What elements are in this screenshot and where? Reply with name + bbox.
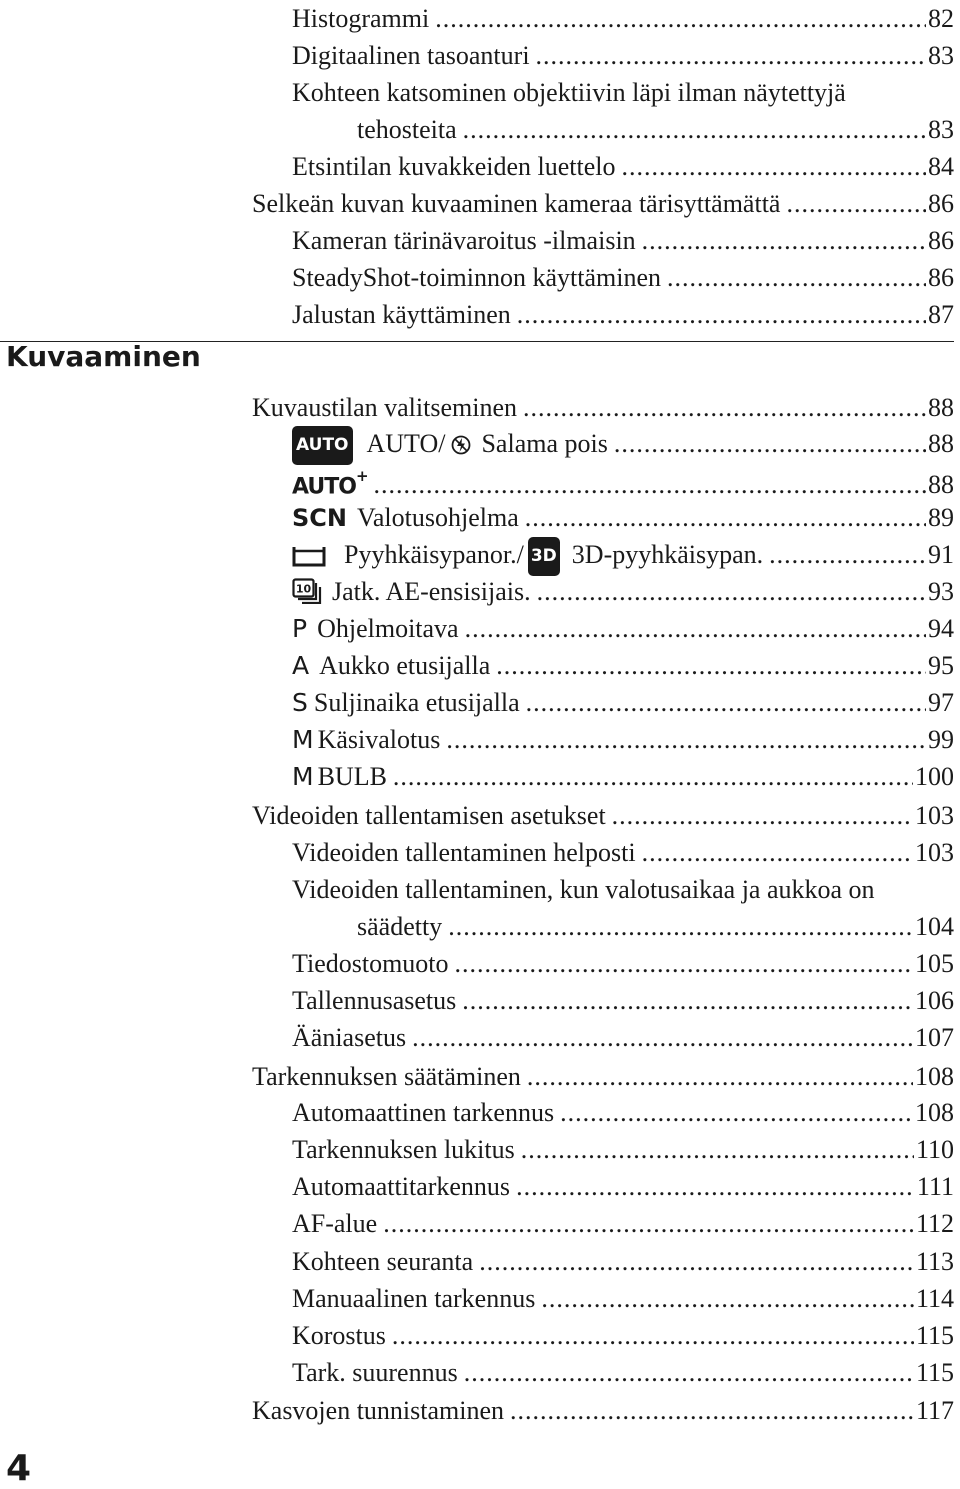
- toc-entry[interactable]: [292, 296, 954, 333]
- leader-dots: [614, 425, 926, 462]
- leader-dots: [448, 908, 913, 945]
- toc-entry-label: Histogrammi: [292, 4, 430, 33]
- toc-entry-page: 94: [928, 614, 954, 643]
- leader-dots: [383, 1205, 914, 1242]
- leader-dots: [393, 758, 913, 795]
- toc-entry-page: 115: [915, 1321, 954, 1350]
- toc-entry-continuation[interactable]: [357, 908, 954, 945]
- toc-entry[interactable]: [292, 610, 954, 647]
- toc-entry-label: Ääniasetus: [292, 1023, 407, 1052]
- toc-entry-label: Kohteen katsominen objektiivin läpi ilman näytettyjä: [292, 78, 846, 107]
- toc-entry[interactable]: [292, 1205, 954, 1242]
- toc-entry[interactable]: [252, 185, 954, 222]
- toc-entry[interactable]: [292, 684, 954, 721]
- 3d-panorama-icon: 3D: [528, 537, 560, 576]
- toc-entry[interactable]: [292, 259, 954, 296]
- toc-entry-label: Kohteen seuranta: [292, 1247, 474, 1276]
- leader-dots: [537, 573, 926, 610]
- toc-entry-label: Digitaalinen tasoanturi: [292, 41, 530, 70]
- auto-label: AUTO/: [366, 429, 446, 458]
- toc-entry[interactable]: [292, 148, 954, 185]
- toc-entry-page: 93: [928, 577, 954, 606]
- leader-dots: [412, 1019, 913, 1056]
- aperture-priority-icon: A: [292, 651, 310, 680]
- toc-entry[interactable]: [252, 1392, 954, 1429]
- leader-dots: [541, 1280, 914, 1317]
- toc-entry-label: Tarkennuksen säätäminen: [252, 1062, 521, 1091]
- toc-entry[interactable]: [292, 647, 954, 684]
- toc-entry[interactable]: [292, 1019, 954, 1056]
- toc-entry-page: 87: [928, 300, 954, 329]
- toc-entry-page: 82: [928, 4, 954, 33]
- leader-dots: [527, 1058, 913, 1095]
- leader-dots: [517, 296, 926, 333]
- leader-dots: [525, 499, 926, 536]
- toc-entry-label: Kasvojen tunnistaminen: [252, 1396, 505, 1425]
- toc-entry-label: Korostus: [292, 1321, 386, 1350]
- toc-entry-label: Videoiden tallentaminen helposti: [292, 838, 636, 867]
- scene-mode-icon: SCN: [292, 504, 347, 532]
- leader-dots: [496, 647, 926, 684]
- toc-entry-label: M BULB: [292, 758, 387, 795]
- toc-entry-label: Pyyhkäisypanor./ 3D 3D-pyyhkäisypan.: [292, 536, 763, 578]
- toc-entry[interactable]: [292, 1131, 954, 1168]
- toc-entry-page: 104: [915, 912, 954, 941]
- toc-entry-page: 99: [928, 725, 954, 754]
- toc-entry-label: Automaattitarkennus: [292, 1172, 511, 1201]
- continuous-10-icon: [292, 578, 322, 604]
- leader-dots: [526, 684, 926, 721]
- toc-entry-label: Kuvaustilan valitseminen: [252, 393, 518, 422]
- toc-entry-page: 86: [928, 189, 954, 218]
- toc-entry[interactable]: [292, 222, 954, 259]
- toc-entry[interactable]: [292, 721, 954, 758]
- toc-entry[interactable]: [292, 1243, 954, 1280]
- toc-entry-label: [292, 425, 608, 467]
- manual-mode-icon: M: [292, 762, 314, 791]
- leader-dots: [479, 1243, 914, 1280]
- toc-entry-page: 83: [928, 115, 954, 144]
- toc-entry-page: 91: [928, 540, 954, 569]
- toc-entry-page: 100: [915, 762, 954, 791]
- toc-entry-label: Tiedostomuoto: [292, 949, 449, 978]
- toc-entry-label: SCN Valotusohjelma: [292, 499, 519, 537]
- toc-entry[interactable]: [292, 1354, 954, 1391]
- leader-dots: [455, 945, 913, 982]
- toc-entry-page: 112: [915, 1209, 954, 1238]
- toc-entry-label: tehosteita: [357, 115, 457, 144]
- manual-mode-icon: M: [292, 725, 314, 754]
- leader-dots: [786, 185, 926, 222]
- toc-entry-page: 89: [928, 503, 954, 532]
- toc-entry-page: 115: [915, 1358, 954, 1387]
- toc-entry-page: 83: [928, 41, 954, 70]
- toc-entry-page: 114: [915, 1284, 954, 1313]
- toc-entry-page: 86: [928, 226, 954, 255]
- toc-entry-page: 117: [915, 1396, 954, 1425]
- toc-entry[interactable]: [292, 0, 954, 37]
- toc-entry-label: AF-alue: [292, 1209, 378, 1238]
- toc-entry-page: 110: [915, 1135, 954, 1164]
- superior-auto-icon: AUTO+: [292, 467, 368, 500]
- toc-entry-label: Videoiden tallentamisen asetukset: [252, 801, 606, 830]
- toc-entry-label: Automaattinen tarkennus: [292, 1098, 555, 1127]
- toc-entry-page: 88: [928, 470, 954, 500]
- toc-entry-label: Videoiden tallentaminen, kun valotusaikaa ja aukkoa on: [292, 875, 875, 904]
- shutter-priority-icon: S: [292, 688, 308, 717]
- toc-entry-page: 111: [916, 1172, 954, 1201]
- toc-entry-label: Kameran tärinävaroitus -ilmaisin: [292, 226, 636, 255]
- toc-entry-page: 108: [915, 1062, 954, 1091]
- leader-dots: [667, 259, 926, 296]
- toc-entry-page: 106: [915, 986, 954, 1015]
- toc-entry-label: 10 Jatk. AE-ensisijais.: [292, 573, 531, 610]
- flash-off-icon: [451, 428, 471, 465]
- toc-entry[interactable]: [292, 834, 954, 871]
- toc-entry[interactable]: [292, 982, 954, 1019]
- toc-entry[interactable]: [292, 37, 954, 74]
- toc-entry-page: 113: [915, 1247, 954, 1276]
- toc-entry-label: M Käsivalotus: [292, 721, 440, 758]
- toc-entry-page: 103: [915, 838, 954, 867]
- toc-entry[interactable]: [292, 1317, 954, 1354]
- leader-dots: [510, 1392, 914, 1429]
- toc-entry-page: 88: [928, 393, 954, 422]
- flash-off-label: Salama pois: [481, 429, 608, 458]
- toc-entry[interactable]: [292, 1280, 954, 1317]
- leader-dots: [769, 536, 926, 573]
- toc-entry[interactable]: [252, 389, 954, 426]
- toc-entry-label: Tark. suurennus: [292, 1358, 458, 1387]
- toc-entry[interactable]: [292, 945, 954, 982]
- page-number: 4: [6, 1448, 32, 1489]
- toc-entry-label: Selkeän kuvan kuvaaminen kameraa tärisyttämättä: [252, 189, 781, 218]
- leader-dots: [463, 111, 926, 148]
- toc-entry-label: A Aukko etusijalla: [292, 647, 490, 684]
- toc-entry[interactable]: [292, 1094, 954, 1131]
- toc-entry-page: 108: [915, 1098, 954, 1127]
- leader-dots: [435, 0, 926, 37]
- toc-entry-label: SteadyShot-toiminnon käyttäminen: [292, 263, 662, 292]
- toc-entry-label: P Ohjelmoitava: [292, 610, 459, 647]
- leader-dots: [612, 797, 913, 834]
- leader-dots: [462, 982, 913, 1019]
- program-mode-icon: P: [292, 614, 308, 643]
- toc-entry-continuation[interactable]: [357, 111, 954, 148]
- toc-entry[interactable]: [292, 499, 954, 536]
- toc-entry-label: Tallennusasetus: [292, 986, 457, 1015]
- toc-entry-page: 103: [915, 801, 954, 830]
- toc-entry[interactable]: [292, 536, 954, 573]
- leader-dots: [374, 466, 926, 503]
- toc-entry-page: 97: [928, 688, 954, 717]
- auto-mode-icon: AUTO: [292, 426, 353, 465]
- toc-entry-label: säädetty: [357, 912, 443, 941]
- toc-entry-label: Manuaalinen tarkennus: [292, 1284, 536, 1313]
- toc-entry-page: 88: [928, 429, 954, 458]
- leader-dots: [516, 1168, 915, 1205]
- toc-entry-page: 107: [915, 1023, 954, 1052]
- toc-entry-page: 95: [928, 651, 954, 680]
- toc-entry-first-line[interactable]: [292, 74, 954, 111]
- toc-entry[interactable]: [292, 573, 954, 610]
- leader-dots: [464, 1354, 914, 1391]
- leader-dots: [465, 610, 926, 647]
- toc-entry-label: Tarkennuksen lukitus: [292, 1135, 515, 1164]
- toc-entry[interactable]: [252, 1058, 954, 1095]
- toc-entry[interactable]: [292, 758, 954, 795]
- toc-entry[interactable]: [292, 425, 954, 462]
- toc-entry-label: S Suljinaika etusijalla: [292, 684, 520, 721]
- toc-entry-page: 86: [928, 263, 954, 292]
- toc-entry[interactable]: [292, 462, 954, 499]
- toc-entry[interactable]: [252, 797, 954, 834]
- toc-entry-first-line[interactable]: [292, 871, 954, 908]
- toc-entry-label: Jalustan käyttäminen: [292, 300, 511, 329]
- svg-text:10: 10: [295, 582, 312, 596]
- leader-dots: [523, 389, 926, 426]
- leader-dots: [521, 1131, 914, 1168]
- leader-dots: [642, 834, 913, 871]
- toc-entry-page: 84: [928, 152, 954, 181]
- section-title: Kuvaaminen: [6, 340, 201, 373]
- panorama-icon: [292, 545, 326, 567]
- leader-dots: [560, 1094, 913, 1131]
- leader-dots: [392, 1317, 914, 1354]
- leader-dots: [642, 222, 926, 259]
- leader-dots: [621, 148, 926, 185]
- toc-entry[interactable]: [292, 1168, 954, 1205]
- leader-dots: [536, 37, 926, 74]
- toc-entry-page: 105: [915, 949, 954, 978]
- leader-dots: [446, 721, 926, 758]
- toc-entry-label: Etsintilan kuvakkeiden luettelo: [292, 152, 616, 181]
